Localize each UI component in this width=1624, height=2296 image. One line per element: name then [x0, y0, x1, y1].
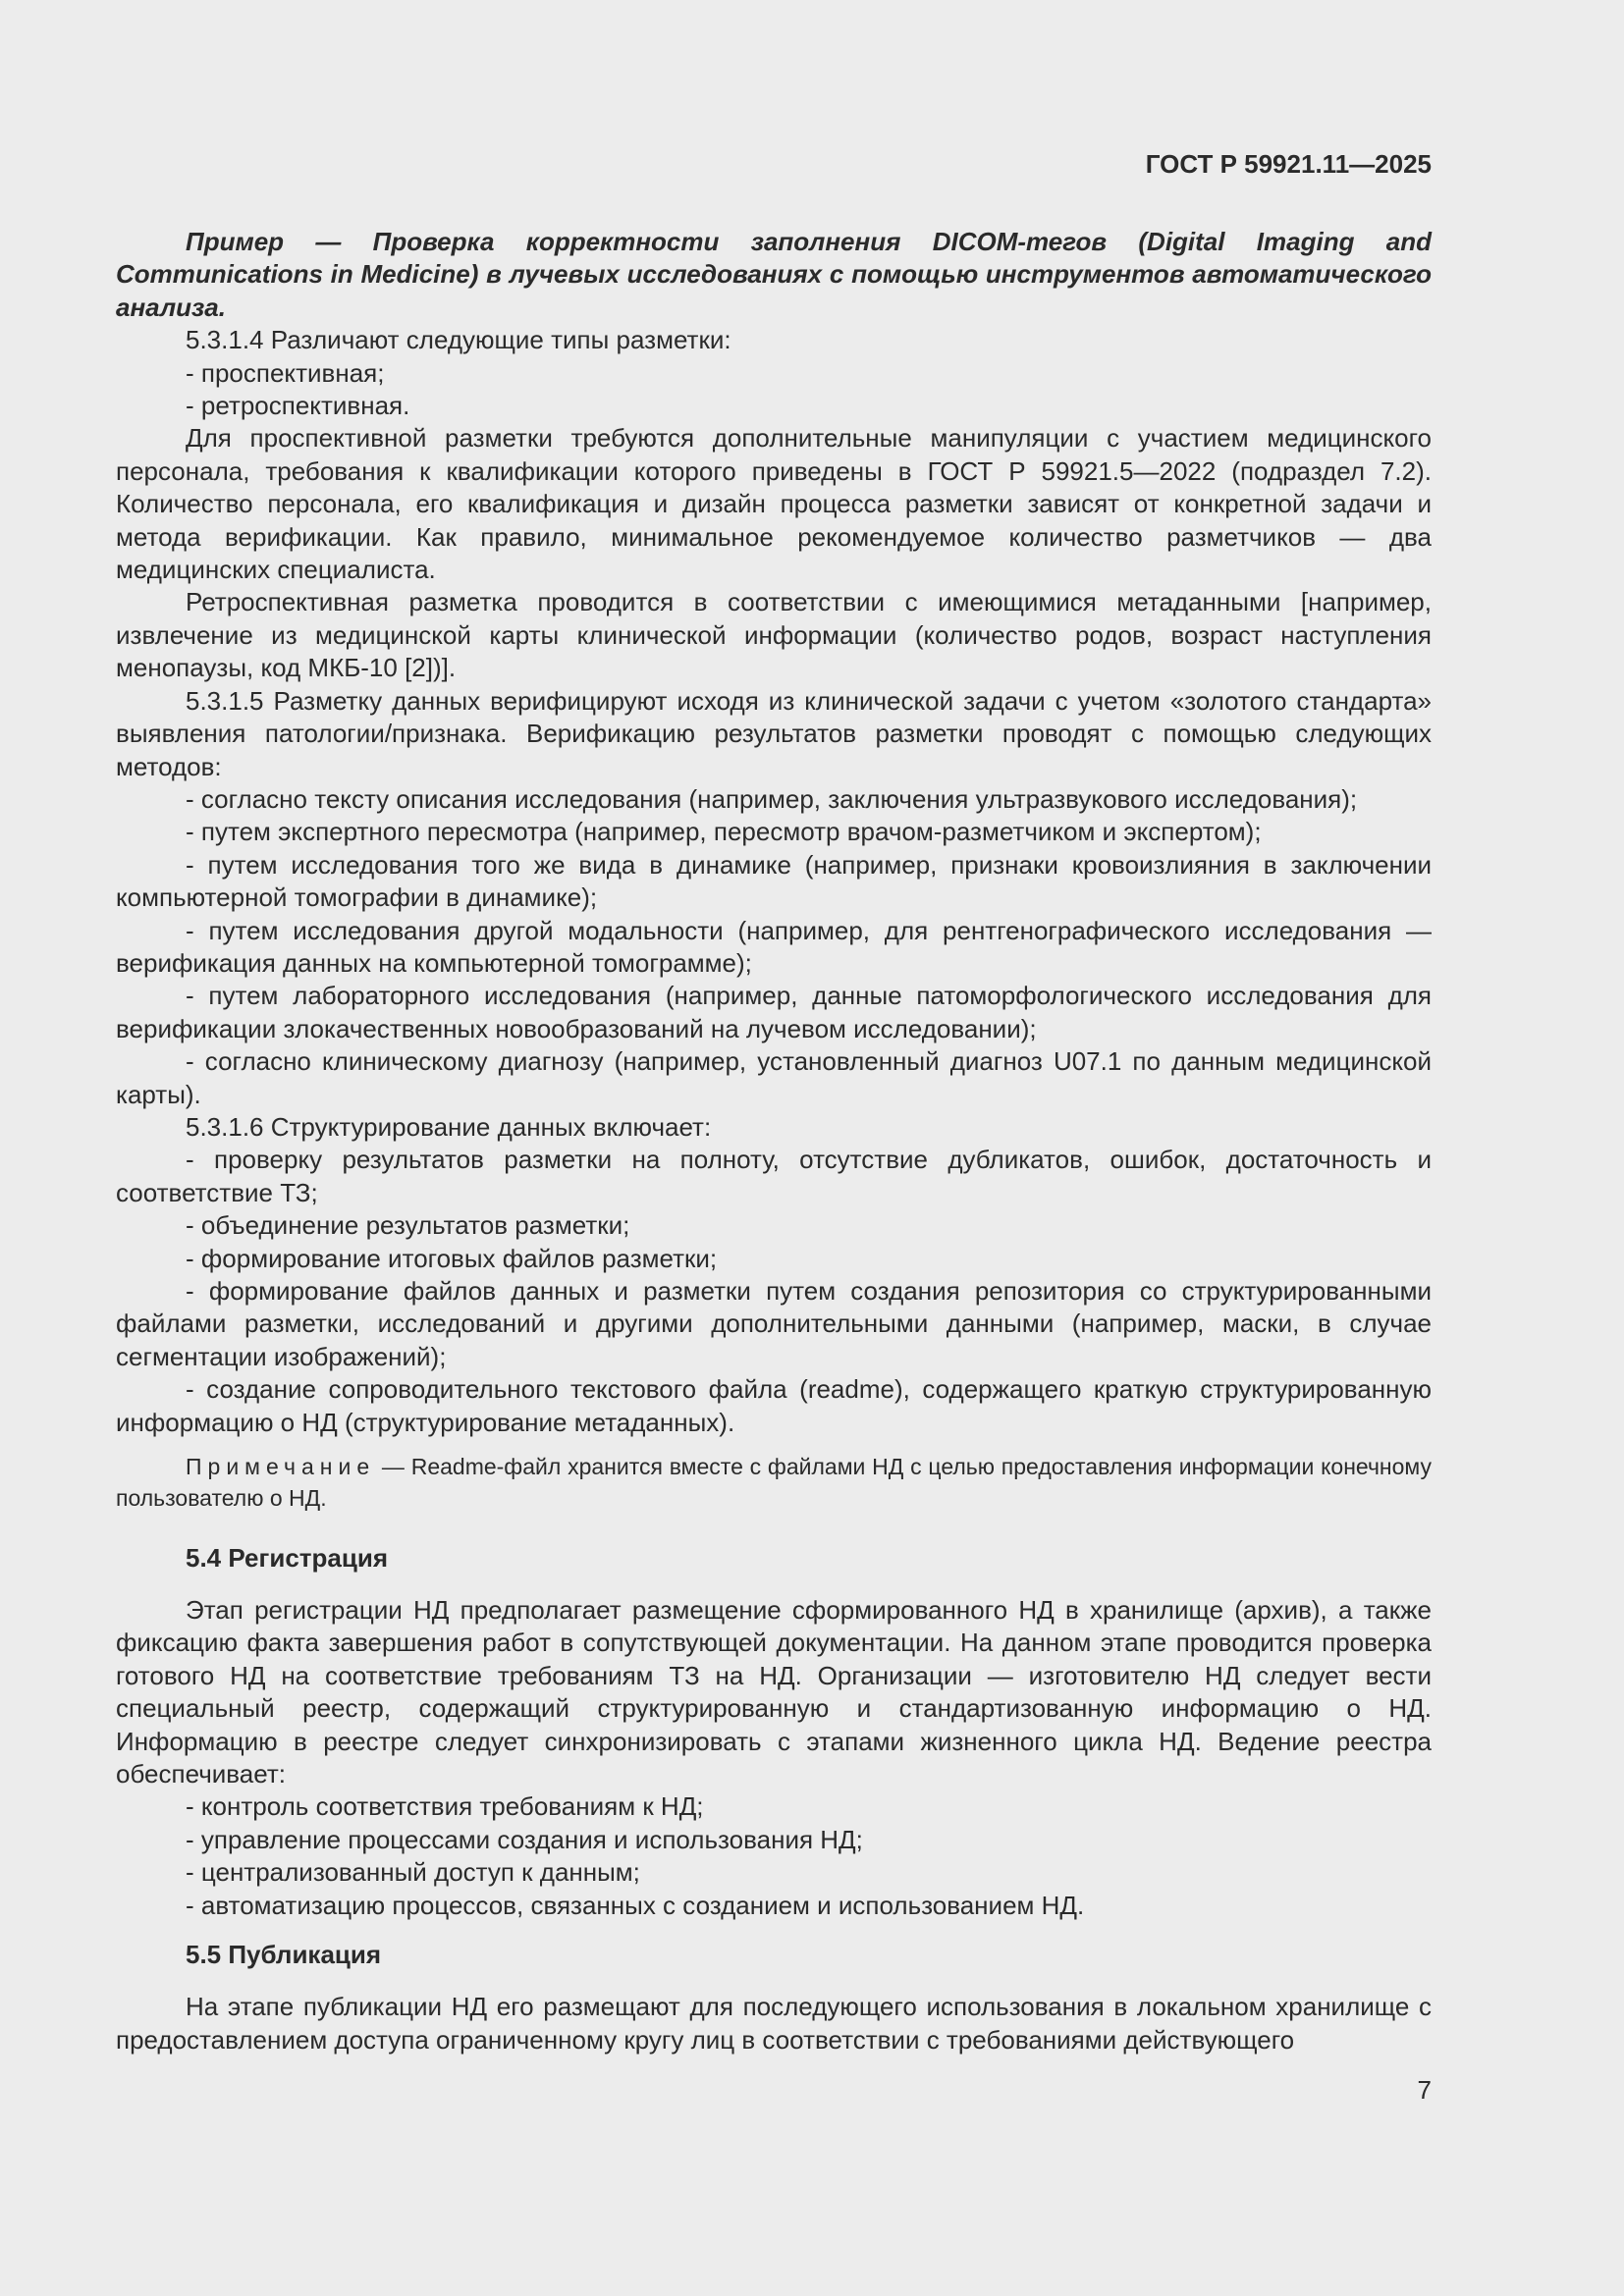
retrospective-markup-paragraph: Ретроспективная разметка проводится в соответствии с имеющимися метаданными [например, извлечение из медицинской карты клинической информации (количество родов, возраст наступления менопаузы, код МКБ-10 [2])].: [116, 587, 1432, 683]
registration-paragraph: Этап регистрации НД предполагает размещение сформированного НД в хранилище (архив), а также фиксацию факта завершения работ в сопутствующей документации. На данном этапе проводится проверка готового НД на соответствие требованиям ТЗ на НД. Организации — изготовителю НД следует вести специальный реестр, содержащий структурированную и стандартизованную информацию о НД. Информацию в реестре следует синхронизировать с этапами жизненного цикла НД. Ведение реестра обеспечивает:: [116, 1595, 1432, 1789]
page-number: 7: [1417, 2075, 1432, 2105]
list-item: - централизованный доступ к данным;: [186, 1857, 640, 1888]
clause-5-3-1-5-intro: 5.3.1.5 Разметку данных верифицируют исходя из клинической задачи с учетом «золотого стандарта» выявления патологии/признака. Верификацию результатов разметки проводят с помощью следующих методов:: [116, 685, 1432, 781]
list-item: - проспективная;: [186, 357, 385, 388]
section-5-5-title: 5.5 Публикация: [186, 1940, 382, 1970]
list-item: - контроль соответствия требованиям к НД;: [186, 1791, 704, 1822]
list-item: - согласно клиническому диагнозу (например, установленный диагноз U07.1 по данным медицинской карты).: [116, 1046, 1432, 1109]
note-paragraph: [116, 1451, 1432, 1514]
section-5-4-title: 5.4 Регистрация: [186, 1543, 389, 1574]
document-page: [116, 0, 1432, 2296]
note-text: — Readme-файл хранится вместе с файлами НД с целью предоставления информации конечному пользователю о НД.: [116, 1454, 1432, 1512]
prospective-markup-paragraph: Для проспективной разметки требуются дополнительные манипуляции с участием медицинского персонала, требования к квалификации которого приведены в ГОСТ Р 59921.5—2022 (подраздел 7.2). Количество персонала, его квалификация и дизайн процесса разметки зависят от конкретной задачи и метода верификации. Как правило, минимальное рекомендуемое количество разметчиков — два медицинских специалиста.: [116, 423, 1432, 585]
list-item: - формирование итоговых файлов разметки;: [186, 1243, 718, 1273]
body-text: [116, 226, 1432, 2056]
list-item: - объединение результатов разметки;: [186, 1210, 630, 1241]
clause-5-3-1-4-intro: 5.3.1.4 Различают следующие типы разметки:: [186, 325, 731, 355]
list-item: - автоматизацию процессов, связанных с созданием и использованием НД.: [186, 1890, 1085, 1920]
clause-5-3-1-6-intro: 5.3.1.6 Структурирование данных включает:: [186, 1111, 712, 1142]
list-item: - согласно тексту описания исследования (например, заключения ультразвукового исследования);: [186, 783, 1358, 814]
list-item: - формирование файлов данных и разметки путем создания репозитория со структурированными файлами разметки, исследований и другими дополнительными данными (например, маски, в случае сегментации изображений);: [116, 1276, 1432, 1371]
list-item: - путем исследования другой модальности (например, для рентгенографического исследования — верификация данных на компьютерной томограмме);: [116, 915, 1432, 978]
publication-paragraph: На этапе публикации НД его размещают для последующего использования в локальном хранилище с предоставлением доступа ограниченному кругу лиц в соответствии с требованиями действующего: [116, 1992, 1432, 2055]
list-item: - ретроспективная.: [186, 391, 410, 421]
list-item: - проверку результатов разметки на полноту, отсутствие дубликатов, ошибок, достаточность и соответствие ТЗ;: [116, 1145, 1432, 1207]
note-label: Примечание: [186, 1454, 376, 1480]
document-number-header: ГОСТ Р 59921.11—2025: [1145, 149, 1432, 179]
list-item: - путем лабораторного исследования (например, данные патоморфологического исследования для верификации злокачественных новообразований на лучевом исследовании);: [116, 981, 1432, 1043]
example-paragraph: Пример — Проверка корректности заполнения DICOM-тегов (Digital Imaging and Communications in Medicine) в лучевых исследованиях с помощью инструментов автоматического анализа.: [116, 227, 1432, 322]
list-item: - путем исследования того же вида в динамике (например, признаки кровоизлияния в заключении компьютерной томографии в динамике);: [116, 849, 1432, 913]
list-item: - путем экспертного пересмотра (например, пересмотр врачом-разметчиком и экспертом);: [186, 817, 1262, 847]
list-item: - создание сопроводительного текстового файла (readme), содержащего краткую структурированную информацию о НД (структурирование метаданных).: [116, 1374, 1432, 1437]
list-item: - управление процессами создания и использования НД;: [186, 1824, 863, 1854]
